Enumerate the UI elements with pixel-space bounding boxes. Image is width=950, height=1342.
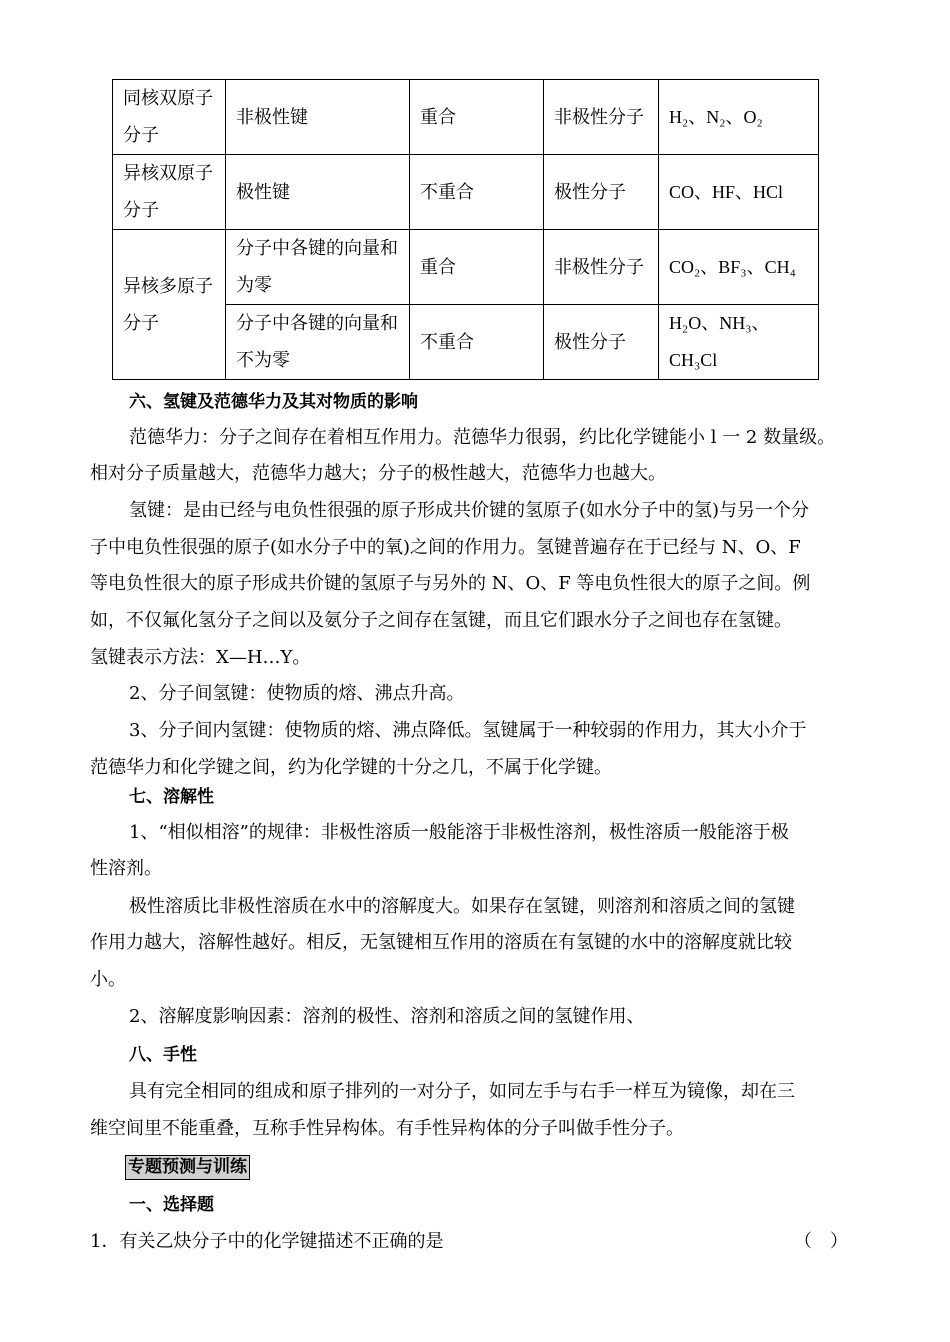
table-cell: H₂、N₂、O₂	[659, 80, 819, 155]
paragraph-line: 2、分子间氢键：使物质的熔、沸点升高。	[129, 683, 465, 704]
table-cell: 极性分子	[544, 155, 659, 230]
table-cell: 不重合	[410, 155, 544, 230]
table-cell: H₂O、NH₃、CH₃Cl	[659, 305, 819, 380]
table-cell: 异核双原子分子	[113, 155, 226, 230]
table-cell: CO₂、BF₃、CH₄	[659, 230, 819, 305]
section-heading: 一、选择题	[129, 1195, 214, 1215]
paragraph-line: 范德华力和化学键之间，约为化学键的十分之几，不属于化学键。	[90, 757, 612, 778]
paragraph-line: 如，不仅氟化氢分子之间以及氨分子之间存在氢键，而且它们跟水分子之间也存在氢键。	[90, 610, 792, 631]
table-cell: 同核双原子分子	[113, 80, 226, 155]
paragraph-line: 维空间里不能重叠，互称手性异构体。有手性异构体的分子叫做手性分子。	[90, 1118, 684, 1139]
table-row	[113, 230, 819, 305]
paragraph-line: 3、分子间内氢键：使物质的熔、沸点降低。氢键属于一种较弱的作用力，其大小介于	[129, 720, 807, 741]
table-cell: CO、HF、HCl	[659, 155, 819, 230]
paragraph-line: 相对分子质量越大，范德华力越大；分子的极性越大，范德华力也越大。	[90, 463, 666, 484]
question-text: 1．有关乙炔分子中的化学键描述不正确的是	[90, 1231, 444, 1252]
table-cell: 分子中各键的向量和为零	[226, 230, 410, 305]
table-cell: 重合	[410, 80, 544, 155]
table-cell: 分子中各键的向量和不为零	[226, 305, 410, 380]
practice-section-title: 专题预测与训练	[125, 1155, 250, 1180]
paragraph-line: 性溶剂。	[90, 858, 162, 879]
table-row	[113, 80, 819, 155]
paragraph-line: 作用力越大，溶解性越好。相反，无氢键相互作用的溶质在有氢键的水中的溶解度就比较	[90, 932, 792, 953]
section-heading: 八、手性	[129, 1045, 197, 1065]
paragraph-line: 氢键：是由已经与电负性很强的原子形成共价键的氢原子(如水分子中的氢)与另一个分	[129, 500, 810, 521]
table-cell: 极性键	[226, 155, 410, 230]
paragraph-line: 氢键表示方法：X—H…Y。	[90, 647, 311, 668]
table-cell: 不重合	[410, 305, 544, 380]
section-heading: 七、溶解性	[129, 787, 214, 807]
answer-blank: （ ）	[794, 1231, 848, 1252]
table-cell: 非极性键	[226, 80, 410, 155]
table-row	[113, 155, 819, 230]
table-cell: 极性分子	[544, 305, 659, 380]
table-cell: 重合	[410, 230, 544, 305]
paragraph-line: 1、“相似相溶”的规律：非极性溶质一般能溶于非极性溶剂，极性溶质一般能溶于极	[129, 822, 789, 843]
table-cell: 非极性分子	[544, 230, 659, 305]
section-heading: 六、氢键及范德华力及其对物质的影响	[129, 392, 418, 412]
table-cell: 异核多原子分子	[113, 230, 226, 380]
table-cell: 非极性分子	[544, 80, 659, 155]
molecule-polarity-table	[112, 79, 819, 380]
paragraph-line: 小。	[90, 969, 126, 990]
paragraph-line: 2、溶解度影响因素：溶剂的极性、溶剂和溶质之间的氢键作用、	[129, 1006, 645, 1027]
paragraph-line: 子中电负性很强的原子(如水分子中的氧)之间的作用力。氢键普遍存在于已经与 N、O、F	[90, 537, 801, 558]
paragraph-line: 极性溶质比非极性溶质在水中的溶解度大。如果存在氢键，则溶剂和溶质之间的氢键	[129, 896, 795, 917]
paragraph-line: 等电负性很大的原子形成共价键的氢原子与另外的 N、O、F 等电负性很大的原子之间。例	[90, 573, 811, 594]
paragraph-line: 具有完全相同的组成和原子排列的一对分子，如同左手与右手一样互为镜像，却在三	[129, 1081, 795, 1102]
paragraph-line: 范德华力：分子之间存在着相互作用力。范德华力很弱，约比化学键能小 l 一 2 数量级。	[129, 427, 836, 448]
